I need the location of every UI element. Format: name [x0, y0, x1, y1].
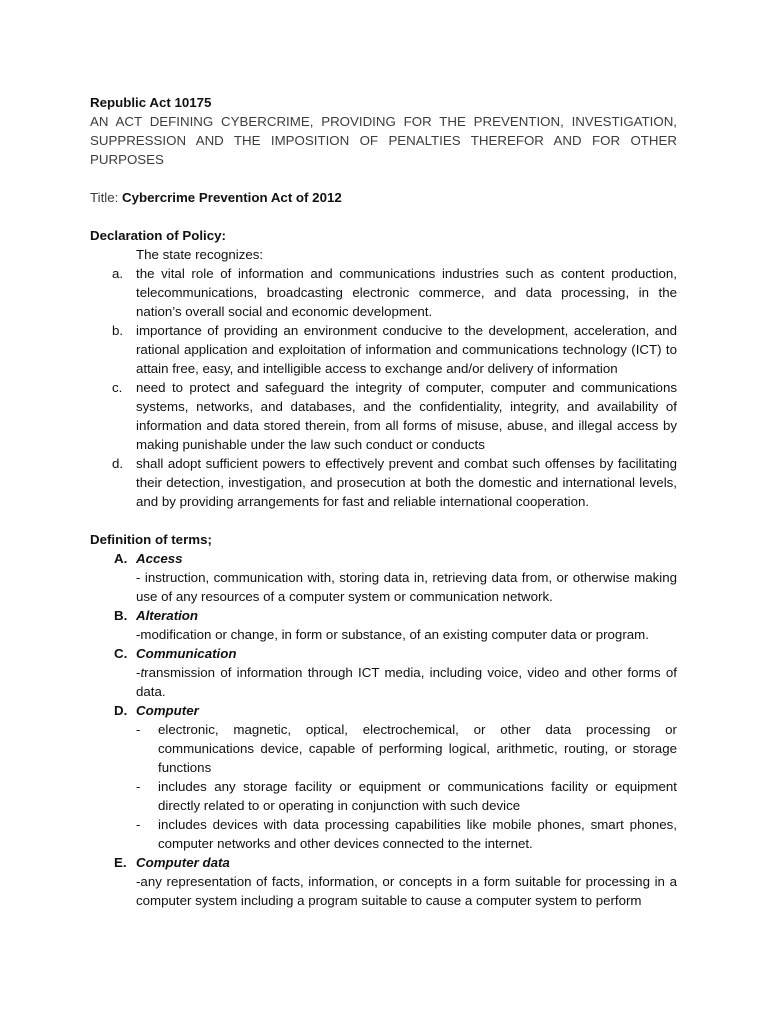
definition-term-row	[90, 606, 677, 625]
definition-term-row	[90, 701, 677, 720]
definition-marker: D.	[114, 703, 128, 718]
policy-item-marker: b.	[112, 323, 124, 338]
definition-marker: C.	[114, 646, 128, 661]
bullet-dash: -	[136, 779, 141, 794]
policy-item-text: need to protect and safeguard the integrity of computer, computer and communications systems, networks, and databases, and the confidentiality, integrity, and availability of information and data stored therein, from all forms of misuse, abuse, and illegal access by making punishable under the law such conduct or conducts	[136, 380, 677, 452]
definition-text: - instruction, communication with, storing data in, retrieving data from, or otherwise making use of any resources of a computer system or communication network.	[136, 570, 677, 604]
bullet-text: electronic, magnetic, optical, electrochemical, or other data processing or communications device, capable of performing logical, arithmetic, routing, or storage functions	[158, 722, 677, 775]
policy-item	[90, 378, 677, 454]
policy-item-text: shall adopt sufficient powers to effectively prevent and combat such offenses by facilitating their detection, investigation, and prosecution at both the domestic and international levels, and by providing arrangements for fast and reliable international cooperation.	[136, 456, 677, 509]
definition-text: -modification or change, in form or substance, of an existing computer data or program.	[136, 627, 649, 642]
act-number: Republic Act 10175	[90, 95, 212, 110]
definition-term: Communication	[136, 646, 237, 661]
policy-item-marker: a.	[112, 266, 124, 281]
policy-item-text: the vital role of information and communications industries such as content production, telecommunications, broadcasting electronic commerce, and data processing, in the nation’s overall social and economic development.	[136, 266, 677, 319]
document-content	[90, 93, 677, 910]
definition-marker: B.	[114, 608, 128, 623]
definition-text-prefix: -	[136, 665, 141, 680]
policy-item	[90, 321, 677, 378]
title-value: Cybercrime Prevention Act of 2012	[122, 190, 342, 205]
policy-item	[90, 264, 677, 321]
definition-bullet	[90, 720, 677, 777]
definition-bullet	[90, 777, 677, 815]
definition-text-rest: ransmission of information through ICT media, including voice, video and other forms of data.	[136, 665, 677, 699]
definition-text: -any representation of facts, information, or concepts in a form suitable for processing in a computer system including a program suitable to cause a computer system to perform	[136, 874, 677, 908]
bullet-text: includes any storage facility or equipment or communications facility or equipment directly related to or operating in conjunction with such device	[158, 779, 677, 813]
definition-text	[90, 663, 677, 701]
act-full-title: AN ACT DEFINING CYBERCRIME, PROVIDING FOR THE PREVENTION, INVESTIGATION, SUPPRESSION AND THE IMPOSITION OF PENALTIES THEREFOR AND FOR OTHER PURPOSES	[90, 114, 677, 167]
definitions-heading: Definition of terms;	[90, 532, 212, 547]
definition-bullet	[90, 815, 677, 853]
definition-term: Access	[136, 551, 183, 566]
policy-item-text: importance of providing an environment conducive to the development, acceleration, and rational application and exploitation of information and communications technology (ICT) to attain free, easy, and intelligible access to exchange and/or delivery of information	[136, 323, 677, 376]
policy-intro: The state recognizes:	[136, 247, 264, 262]
policy-item	[90, 454, 677, 511]
definition-marker: A.	[114, 551, 128, 566]
policy-item-marker: d.	[112, 456, 124, 471]
definition-term-row	[90, 853, 677, 872]
definition-term-row	[90, 644, 677, 663]
bullet-text: includes devices with data processing capabilities like mobile phones, smart phones, computer networks and other devices connected to the internet.	[158, 817, 677, 851]
bullet-dash: -	[136, 817, 141, 832]
policy-heading: Declaration of Policy:	[90, 228, 226, 243]
definition-text-italic: t	[140, 665, 145, 680]
definition-marker: E.	[114, 855, 127, 870]
definition-term-row	[90, 549, 677, 568]
bullet-dash: -	[136, 722, 141, 737]
definition-term: Computer data	[136, 855, 230, 870]
definition-term: Alteration	[136, 608, 199, 623]
definition-term: Computer	[136, 703, 199, 718]
title-label: Title:	[90, 190, 119, 205]
title-line	[90, 188, 677, 207]
policy-item-marker: c.	[112, 380, 123, 395]
